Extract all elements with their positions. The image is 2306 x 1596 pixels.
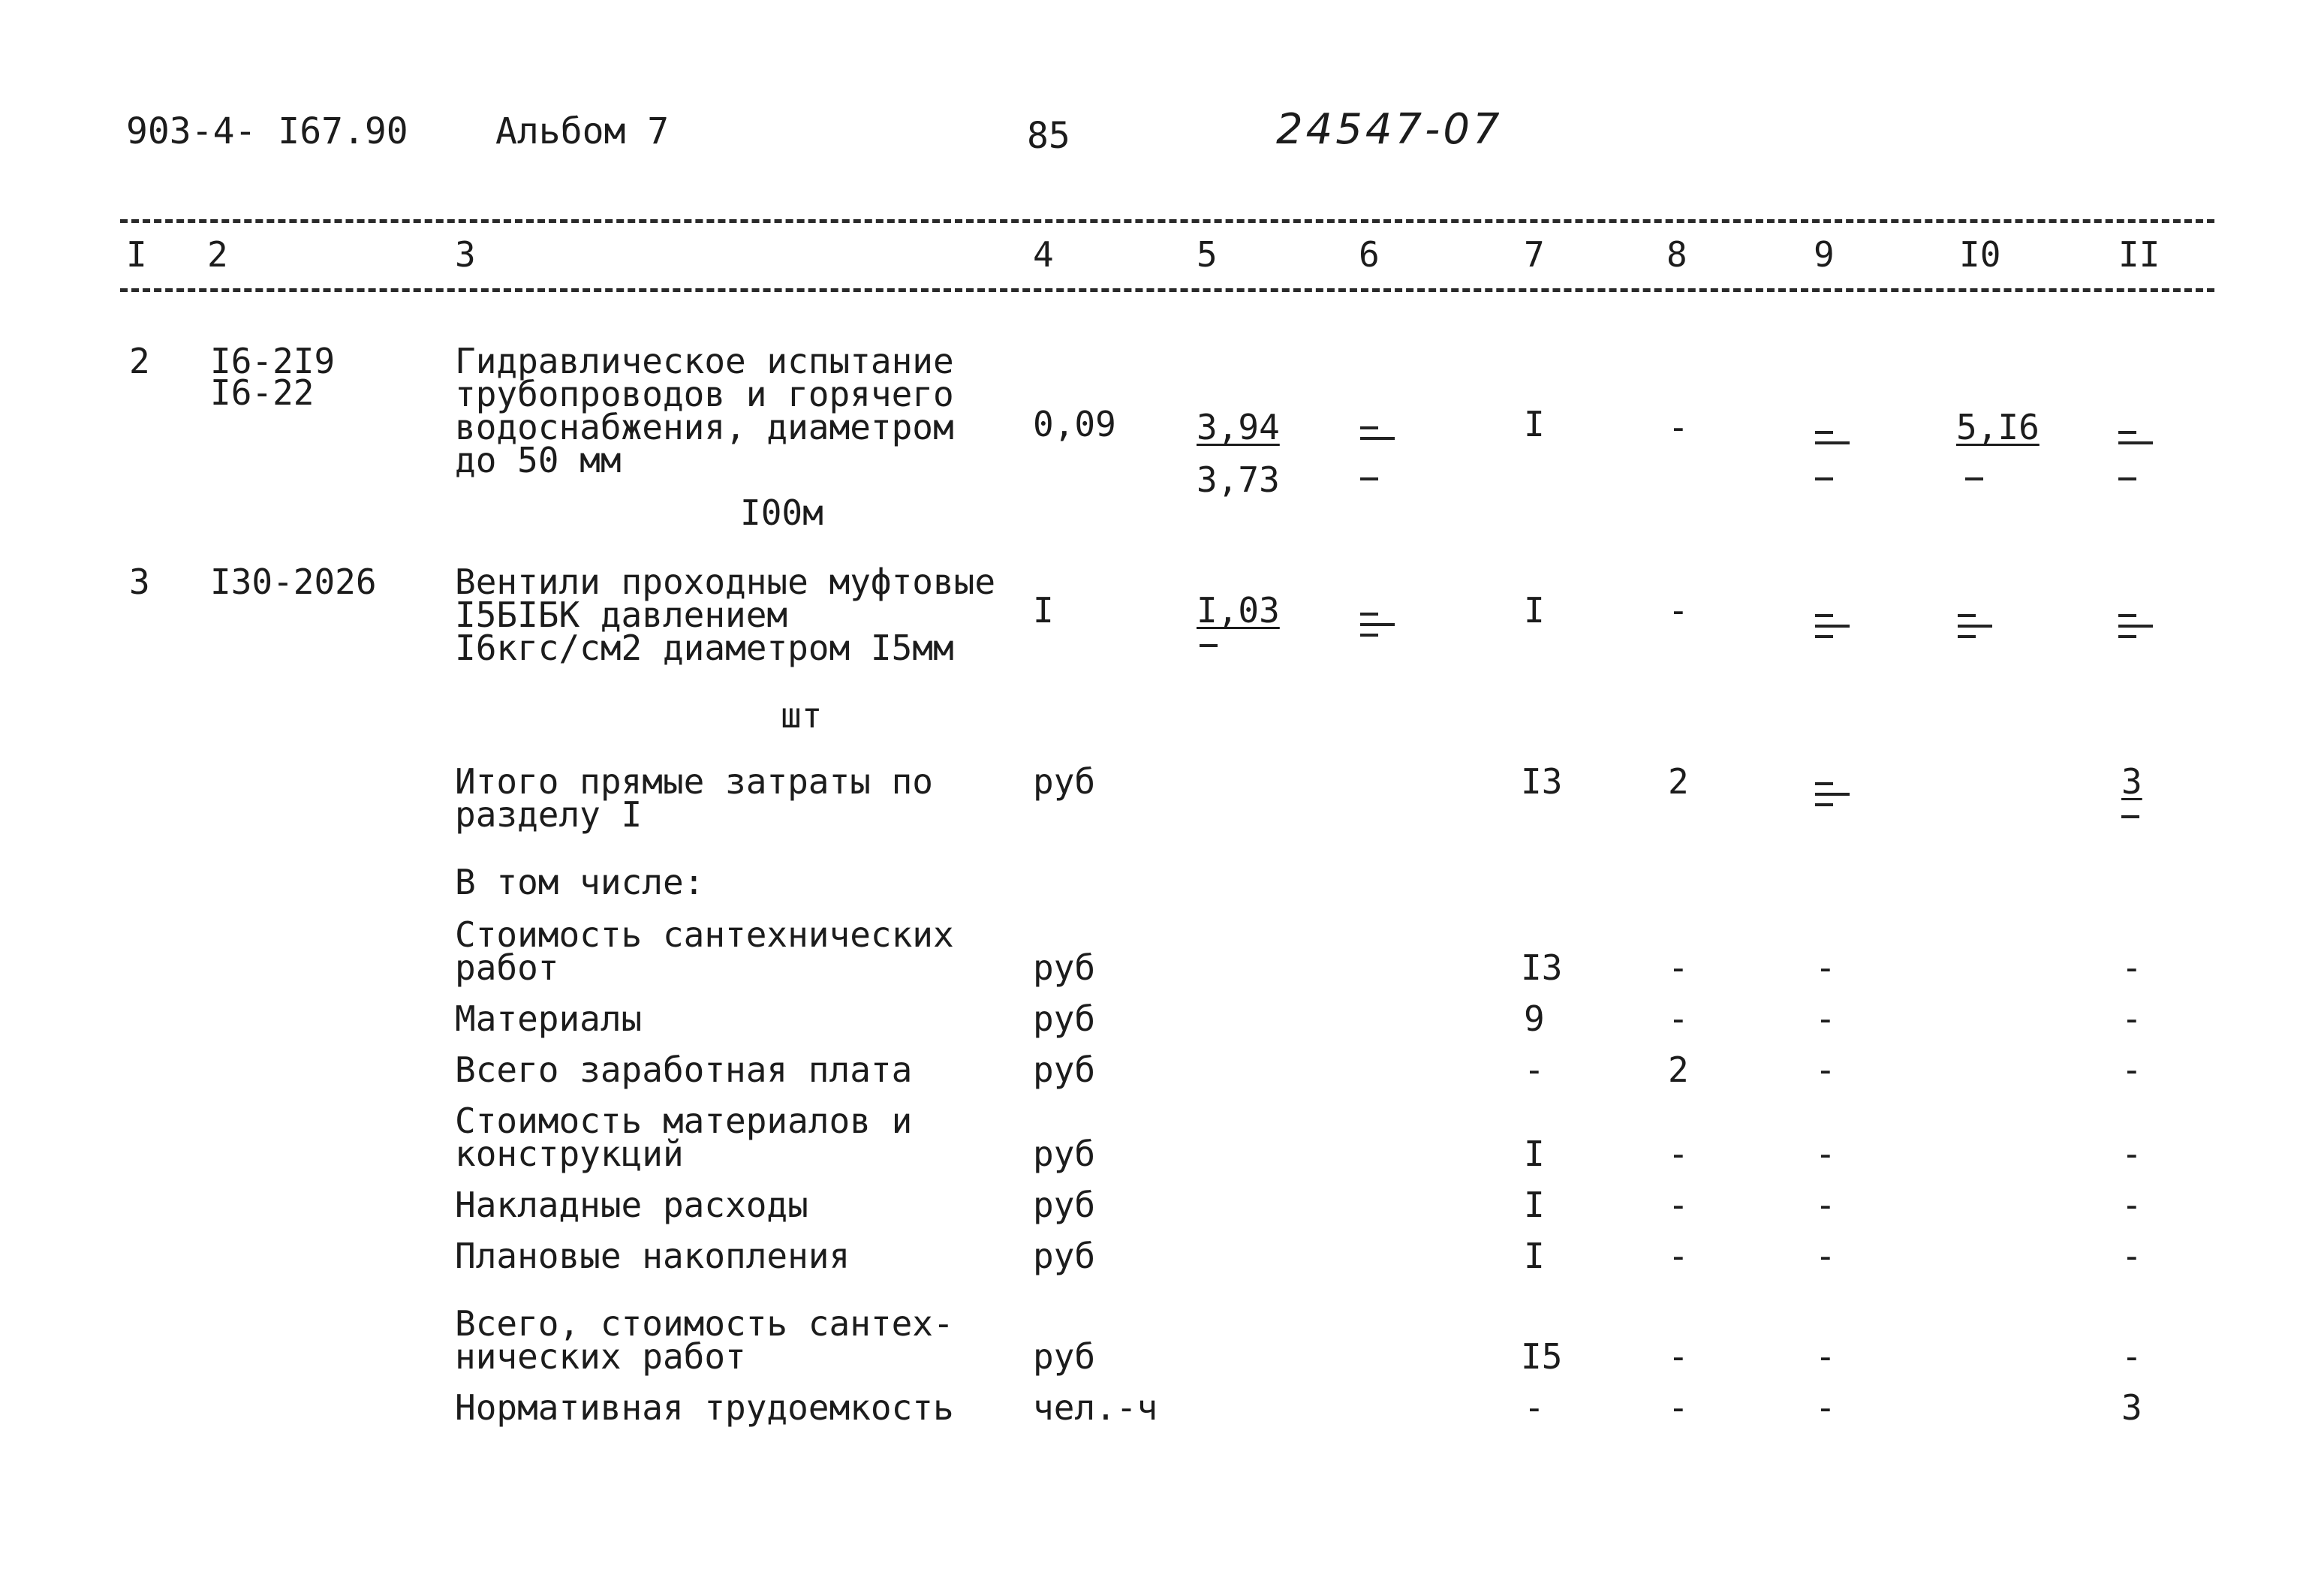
stamp-number: 24547-07 xyxy=(1276,105,1503,154)
dash-marks xyxy=(2118,431,2153,452)
breakdown-col7: 9 xyxy=(1524,998,1545,1039)
breakdown-label-line: Плановые накопления xyxy=(455,1236,850,1276)
column-header-7: 7 xyxy=(1524,234,1545,275)
breakdown-label-line: работ xyxy=(455,947,559,988)
breakdown-col11: - xyxy=(2121,1336,2142,1377)
breakdown-col11: - xyxy=(2121,1134,2142,1174)
dash-marks xyxy=(1815,614,1850,646)
dash-mark xyxy=(2118,477,2153,488)
row-number: 3 xyxy=(129,562,150,602)
totals-col8: 2 xyxy=(1668,761,1689,802)
breakdown-col11: - xyxy=(2121,1236,2142,1276)
breakdown-unit: руб xyxy=(1033,947,1096,988)
dash-marks xyxy=(2118,614,2153,646)
breakdown-col7: I5 xyxy=(1521,1336,1563,1377)
column-header-5: 5 xyxy=(1197,234,1218,275)
work-name-line: Вентили проходные муфтовые xyxy=(455,562,996,602)
dash-mark xyxy=(1200,644,1234,655)
document-code: 903-4- I67.90 xyxy=(126,110,408,152)
top-dashed-rule xyxy=(120,219,2214,223)
column-header-11: II xyxy=(2118,234,2160,275)
unit-of-measure: I00м xyxy=(740,492,823,533)
breakdown-col8: - xyxy=(1668,1336,1689,1377)
dash-marks xyxy=(1360,613,1395,644)
breakdown-label-line: Стоимость материалов и xyxy=(455,1101,913,1141)
work-name-line: до 50 мм xyxy=(455,440,622,480)
breakdown-col7: - xyxy=(1524,1049,1545,1090)
dash-marks xyxy=(1958,614,1992,646)
breakdown-col8: - xyxy=(1668,1236,1689,1276)
work-name-line: водоснабжения, диаметром xyxy=(455,407,954,447)
column-header-6: 6 xyxy=(1359,234,1380,275)
breakdown-col7: I3 xyxy=(1521,947,1563,988)
including-label: В том числе: xyxy=(455,862,705,902)
dash-marks xyxy=(1815,431,1850,452)
page-number: 85 xyxy=(1027,115,1070,157)
breakdown-col9: - xyxy=(1815,1236,1836,1276)
breakdown-label-line: Всего, стоимость сантех- xyxy=(455,1303,954,1344)
breakdown-col11: 3 xyxy=(2121,1387,2142,1428)
unit-cost-wage: 3,73 xyxy=(1197,459,1280,500)
breakdown-col9: - xyxy=(1815,998,1836,1039)
column-header-9: 9 xyxy=(1814,234,1835,275)
breakdown-col9: - xyxy=(1815,1134,1836,1174)
col8-value: - xyxy=(1668,590,1689,631)
breakdown-col8: 2 xyxy=(1668,1049,1689,1090)
col8-value: - xyxy=(1668,407,1689,447)
rate-code: I30-2026 xyxy=(210,562,377,602)
dash-mark xyxy=(2121,815,2156,826)
breakdown-col11: - xyxy=(2121,998,2142,1039)
breakdown-col9: - xyxy=(1815,1049,1836,1090)
breakdown-col11: - xyxy=(2121,947,2142,988)
dash-mark xyxy=(1360,477,1395,488)
breakdown-unit: руб xyxy=(1033,1236,1096,1276)
breakdown-label-line: Всего заработная плата xyxy=(455,1049,913,1090)
breakdown-label-line: Материалы xyxy=(455,998,643,1039)
unit-cost-total: 3,94 xyxy=(1197,407,1280,447)
breakdown-col11: - xyxy=(2121,1049,2142,1090)
totals-col7: I3 xyxy=(1521,761,1563,802)
bottom-dashed-rule xyxy=(120,288,2214,292)
breakdown-col9: - xyxy=(1815,947,1836,988)
column-header-4: 4 xyxy=(1033,234,1054,275)
column-header-8: 8 xyxy=(1666,234,1687,275)
breakdown-col7: I xyxy=(1524,1185,1545,1225)
column-header-3: 3 xyxy=(455,234,476,275)
breakdown-col8: - xyxy=(1668,1185,1689,1225)
dash-marks xyxy=(1815,782,1850,814)
breakdown-label-line: Стоимость сантехнических xyxy=(455,914,954,955)
rate-code: I6-2I9 xyxy=(210,341,336,381)
breakdown-unit: руб xyxy=(1033,1049,1096,1090)
work-name-line: I5БIБК давлением xyxy=(455,595,788,635)
dash-mark xyxy=(1815,477,1850,488)
dash-mark xyxy=(1965,477,2000,488)
quantity: 0,09 xyxy=(1033,404,1116,444)
totals-label-line: Итого прямые затраты по xyxy=(455,761,933,802)
breakdown-col8: - xyxy=(1668,1387,1689,1428)
breakdown-col7: I xyxy=(1524,1134,1545,1174)
breakdown-col8: - xyxy=(1668,1134,1689,1174)
breakdown-col9: - xyxy=(1815,1336,1836,1377)
total-cost: I xyxy=(1524,590,1545,631)
work-name-line: Гидравлическое испытание xyxy=(455,341,954,381)
quantity: I xyxy=(1033,590,1054,631)
work-name-line: I6кгс/см2 диаметром I5мм xyxy=(455,628,954,668)
breakdown-unit: руб xyxy=(1033,1336,1096,1377)
dash-marks xyxy=(1360,426,1395,447)
column-header-2: 2 xyxy=(207,234,228,275)
breakdown-unit: руб xyxy=(1033,1185,1096,1225)
unit-of-measure: шт xyxy=(781,695,823,736)
breakdown-unit: руб xyxy=(1033,998,1096,1039)
totals-label-line: разделу I xyxy=(455,794,643,835)
breakdown-col8: - xyxy=(1668,947,1689,988)
total-cost: I xyxy=(1524,404,1545,444)
breakdown-label-line: Нормативная трудоемкость xyxy=(455,1387,954,1428)
totals-unit: руб xyxy=(1033,761,1096,802)
breakdown-col9: - xyxy=(1815,1387,1836,1428)
column-header-1: I xyxy=(126,234,147,275)
totals-col11: 3 xyxy=(2121,761,2142,802)
album-label: Альбом 7 xyxy=(495,110,670,152)
breakdown-col7: I xyxy=(1524,1236,1545,1276)
breakdown-col11: - xyxy=(2121,1185,2142,1225)
col10-value: 5,I6 xyxy=(1956,407,2040,447)
breakdown-col9: - xyxy=(1815,1185,1836,1225)
breakdown-label-line: конструкций xyxy=(455,1134,684,1174)
breakdown-col7: - xyxy=(1524,1387,1545,1428)
column-header-10: I0 xyxy=(1959,234,2001,275)
rate-code: I6-22 xyxy=(210,372,315,413)
breakdown-col8: - xyxy=(1668,998,1689,1039)
breakdown-label-line: Накладные расходы xyxy=(455,1185,808,1225)
unit-cost-total: I,03 xyxy=(1197,590,1280,631)
breakdown-unit: чел.-ч xyxy=(1033,1387,1158,1428)
breakdown-unit: руб xyxy=(1033,1134,1096,1174)
row-number: 2 xyxy=(129,341,150,381)
work-name-line: трубопроводов и горячего xyxy=(455,374,954,414)
breakdown-label-line: нических работ xyxy=(455,1336,746,1377)
